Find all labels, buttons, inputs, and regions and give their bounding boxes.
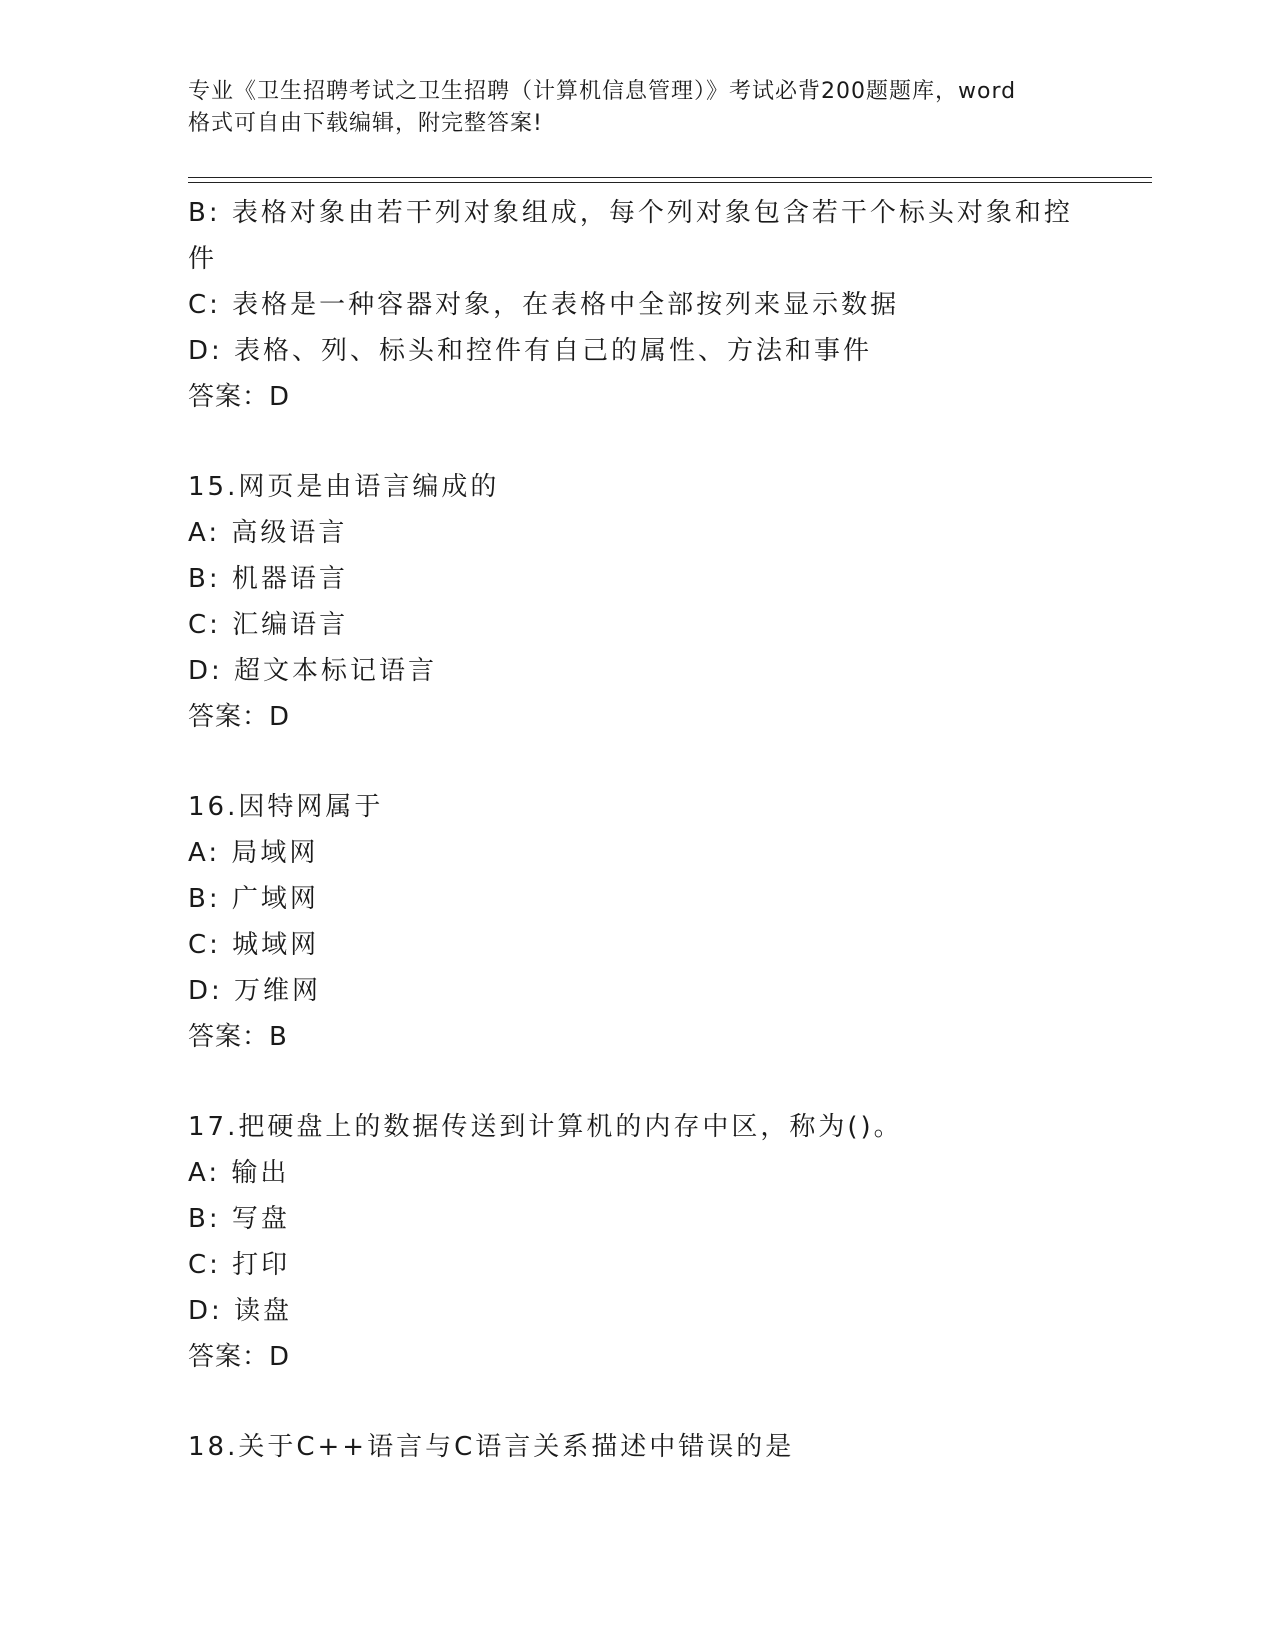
spacer: [188, 1380, 1088, 1424]
option-b: B: 写盘: [188, 1204, 290, 1234]
option-c: C: 打印: [188, 1250, 291, 1280]
document-header: [188, 76, 1108, 140]
option-d: D: 超文本标记语言: [188, 656, 438, 686]
option-a: A: 局域网: [188, 838, 319, 868]
option-d: D: 万维网: [188, 976, 322, 1006]
question-stem: 16.因特网属于: [188, 792, 384, 822]
option-c: C: 城域网: [188, 930, 320, 960]
option-d: D: 读盘: [188, 1296, 293, 1326]
spacer: [188, 740, 1088, 784]
answer-line: 答案：D: [188, 702, 291, 732]
header-rule-bottom: [188, 182, 1152, 183]
option-line-wrap: 件: [188, 244, 218, 274]
answer-line: 答案：B: [188, 1022, 288, 1052]
question-17: [188, 1104, 1088, 1380]
question-stem: 15.网页是由语言编成的: [188, 472, 500, 502]
question-stem: 18.关于C++语言与C语言关系描述中错误的是: [188, 1432, 795, 1462]
option-b: B: 广域网: [188, 884, 319, 914]
question-18: [188, 1424, 1088, 1470]
answer-line: 答案：D: [188, 382, 291, 412]
header-title-line-1: 专业《卫生招聘考试之卫生招聘（计算机信息管理）》考试必背200题题库，word: [188, 79, 1017, 104]
document-body: [188, 190, 1088, 1470]
spacer: [188, 420, 1088, 464]
option-line: B: 表格对象由若干列对象组成，每个列对象包含若干个标头对象和控: [188, 198, 1073, 228]
option-a: A: 高级语言: [188, 518, 348, 548]
question-15: [188, 464, 1088, 740]
option-line: C: 表格是一种容器对象，在表格中全部按列来显示数据: [188, 290, 900, 320]
option-a: A: 输出: [188, 1158, 290, 1188]
answer-line: 答案：D: [188, 1342, 291, 1372]
option-b: B: 机器语言: [188, 564, 348, 594]
option-line: D: 表格、列、标头和控件有自己的属性、方法和事件: [188, 336, 873, 366]
question-14-continued: [188, 190, 1088, 420]
header-title-line-2: 格式可自由下载编辑，附完整答案!: [188, 111, 543, 136]
header-rule-top: [188, 177, 1152, 178]
spacer: [188, 1060, 1088, 1104]
question-stem: 17.把硬盘上的数据传送到计算机的内存中区，称为()。: [188, 1112, 903, 1142]
option-c: C: 汇编语言: [188, 610, 349, 640]
question-16: [188, 784, 1088, 1060]
